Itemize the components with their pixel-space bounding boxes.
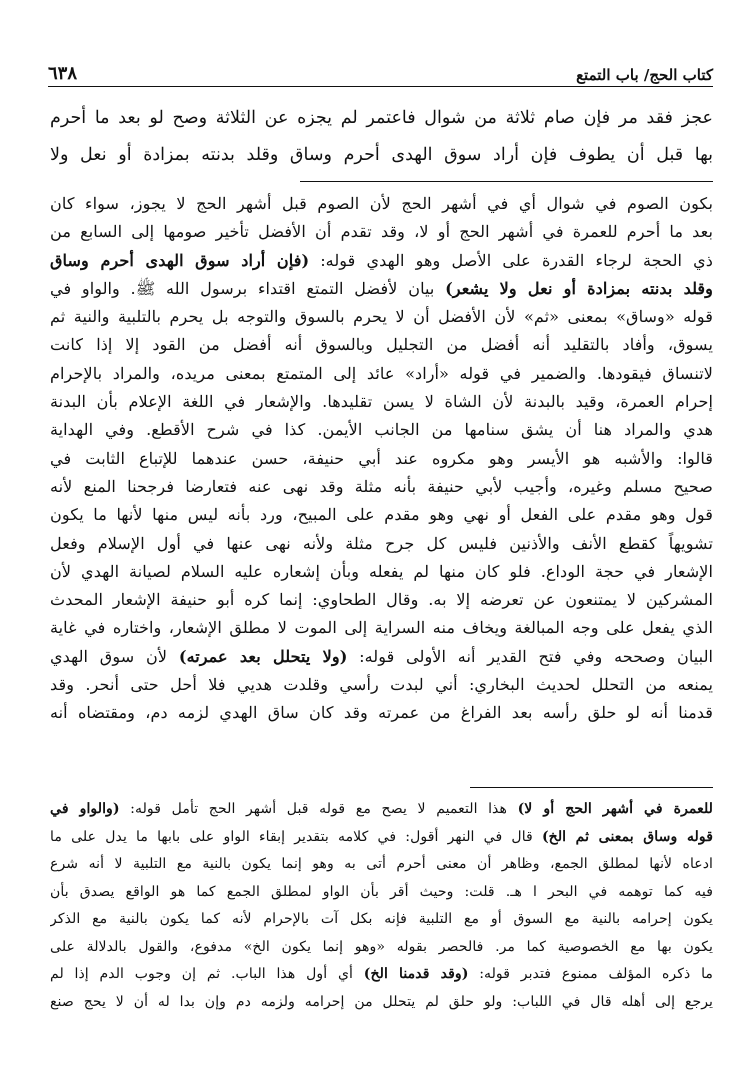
text-run: قالوا: والأشبه هو الأيسر وهو مكروه عند أبي حنيفة، حسن عندهما للإتباع الثابت في (50, 448, 713, 468)
text-run: لأن سوق الهدي (50, 646, 179, 666)
commentary-line (50, 388, 713, 416)
commentary-line (50, 643, 713, 671)
quoted-matn-phrase: للعمرة في أشهر الحج أو لا) (517, 801, 713, 817)
text-run: يكون بها مع الخصوصية كما مر. فالحصر بقوله «وهو إنما يكون الخ» مدفوع، والقول بالدلالة على (50, 938, 713, 955)
text-run: يمنعه من التحلل لحديث البخاري: أني لبدت رأسي وقلدت هديي فلا أحل حتى أنحر. وقد (50, 675, 713, 695)
commentary-line (50, 614, 713, 642)
note-line (50, 961, 713, 989)
note-line (50, 851, 713, 879)
running-header (48, 58, 713, 87)
text-run: أي أول هذا الباب. ثم إن وجوب الدم إذا لم (50, 966, 364, 982)
commentary-line (50, 190, 713, 218)
commentary-line (50, 303, 713, 331)
commentary-line (50, 331, 713, 359)
note-line (50, 906, 713, 934)
main-text (50, 100, 713, 174)
commentary-line (50, 218, 713, 246)
commentary-line (50, 445, 713, 473)
text-run: بيان لأفضل التمتع اقتداء برسول الله ﷺ. والواو في (50, 278, 446, 298)
quoted-matn-phrase: (ولا يتحلل بعد عمرته) (178, 646, 348, 666)
note-line (50, 934, 713, 962)
commentary-line (50, 275, 713, 303)
text-run: فيه كما توهمه في البحر ا هـ. قلت: وحيث أقر بأن الواو لمطلق الجمع كما هو الواقع يصدق بأن (50, 883, 713, 900)
marginal-notes (50, 796, 713, 1016)
commentary-line (50, 558, 713, 586)
text-run: ادعاه لأنها لمطلق الجمع، وظاهر أن معنى أحرم أتى به وهو إنما يكون بالنية مع التلبية لا أنه شرع (50, 856, 713, 872)
note-line (50, 796, 713, 824)
text-run: قوله «وساق» بمعنى «ثم» لأن الأفضل أن لا يحرم بالسوق والتوجه بل يحرم بالتلبية والنية ثم (50, 307, 713, 327)
text-run: الإشعار في حجة الوداع. فلو كان منها لم يفعله وبأن إشعاره عليه السلام لصيانة الهدي لأن (50, 561, 713, 581)
text-run: إحرام العمرة، وقيد بالبدنة لأن الشاة لا يسن تقليدها. والإشعار في اللغة الإعلام بأن البدنة (50, 392, 713, 412)
quoted-matn-phrase: (والواو في (50, 801, 120, 817)
text-run: بعد ما أحرم للعمرة في أشهر الحج أو لا، وقد تقدم أن الأفضل تأخير صومها إلى السابع من (50, 222, 713, 242)
note-line (50, 824, 713, 852)
commentary-line (50, 473, 713, 501)
text-run: يكون إحرامه بالنية مع السوق أو مع التلبية فإنه بكل آت بالإحرام لأنه كما يكون بالنية مع الذكر (50, 911, 713, 927)
text-run: المشركين لا يمتنعون عن تعرضه إلا به. وقال الطحاوي: إنما كره أبو حنيفة الإشعار المحدث (50, 590, 713, 610)
quoted-matn-phrase: قوله وساق بمعنى ثم الخ) (541, 828, 713, 845)
text-run: قدمنا أنه لو حلق رأسه بعد الفراغ من عمرته وقد كان ساق الهدي لزمه دم، ومقتضاه أنه (50, 703, 713, 723)
note-line (50, 989, 713, 1017)
text-run: لاتنساق فيقودها. والضمير في قوله «أراد» عائد إلى المتمتع بمعنى مريده، والمراد بالإحرام (50, 363, 713, 383)
text-run: هدي والمراد هنا أن يشق سنامها من الجانب الأيمن. كذا في شرح الأقطع. وفي الهداية (50, 420, 713, 440)
text-run: يرجع إلى أهله قال في اللباب: ولو حلق لم يتحلل من إحرامه ولزمه دم وإن بدا له أن لا يحج صنع (50, 993, 713, 1010)
footnote-divider (470, 787, 713, 788)
commentary-text (50, 190, 713, 728)
commentary-line (50, 530, 713, 558)
commentary-line (50, 416, 713, 444)
note-line (50, 879, 713, 907)
commentary-line (50, 247, 713, 275)
text-run: ذي الحجة لرجاء القدرة على الأصل وهو الهدي قوله: (309, 250, 713, 270)
text-run: الذي يفعل على وجه المبالغة ويخاف منه السراية إلى الموت لا مطلق الإشعار، واختاره في غاية (50, 618, 713, 638)
text-run: بكون الصوم في شوال أي في أشهر الحج لأن الصوم قبل أشهر الحج لا يجوز، سواء كان (50, 194, 713, 213)
commentary-line (50, 501, 713, 529)
main-text-line: عجز فقد مر فإن صام ثلاثة من شوال فاعتمر لم يجزه عن الثلاثة وصح لو بعد ما أحرم (50, 108, 713, 128)
chapter-title: كتاب الحج/ باب التمتع (576, 66, 713, 84)
text-run: هذا التعميم لا يصح مع قوله قبل أشهر الحج تأمل قوله: (119, 801, 518, 817)
text-run: البيان وصححه وفي فتح القدير أنه الأولى قوله: (347, 646, 713, 666)
text-run: يسوق، وأفاد بالتقليد أنه أفضل من التجليل وبالسوق أنه أفضل من القود إلا إذا كانت (50, 335, 713, 355)
text-run: ما ذكره المؤلف ممنوع فتدبر قوله: (468, 966, 713, 982)
commentary-line (50, 699, 713, 727)
text-run: قول وهو مقدم على الفعل أو نهي وهو مقدم على المبيح، ورد بأنه ليس منها لأنها ما يكون (50, 505, 713, 525)
main-text-divider (300, 181, 713, 182)
quoted-matn-phrase: (فإن أراد سوق الهدى أحرم وساق (50, 250, 310, 270)
text-run: قال في النهر أقول: في كلامه بتقدير إبقاء الواو على بابها ما يدل على ما (50, 828, 542, 845)
text-run: صحيح مسلم وغيره، وأجيب لأبي حنيفة بأنه مثلة وقد نهى عنه فتعارضا فرجحنا المنع لأنه (50, 476, 713, 496)
main-text-line: بها قبل أن يطوف فإن أراد سوق الهدى أحرم وساق وقلد بدنته بمزادة أو نعل ولا (50, 145, 713, 165)
commentary-line (50, 671, 713, 699)
text-run: تشويهاً كقطع الأنف والأذنين فليس كل جرح مثلة ولأنه نهى عنها في أول الإسلام وفعل (50, 533, 713, 553)
page-number: ٦٣٨ (48, 63, 78, 84)
commentary-line (50, 586, 713, 614)
quoted-matn-phrase: وقلد بدنته بمزادة أو نعل ولا يشعر) (445, 278, 713, 298)
quoted-matn-phrase: (وقد قدمنا الخ) (363, 966, 469, 982)
commentary-line (50, 360, 713, 388)
